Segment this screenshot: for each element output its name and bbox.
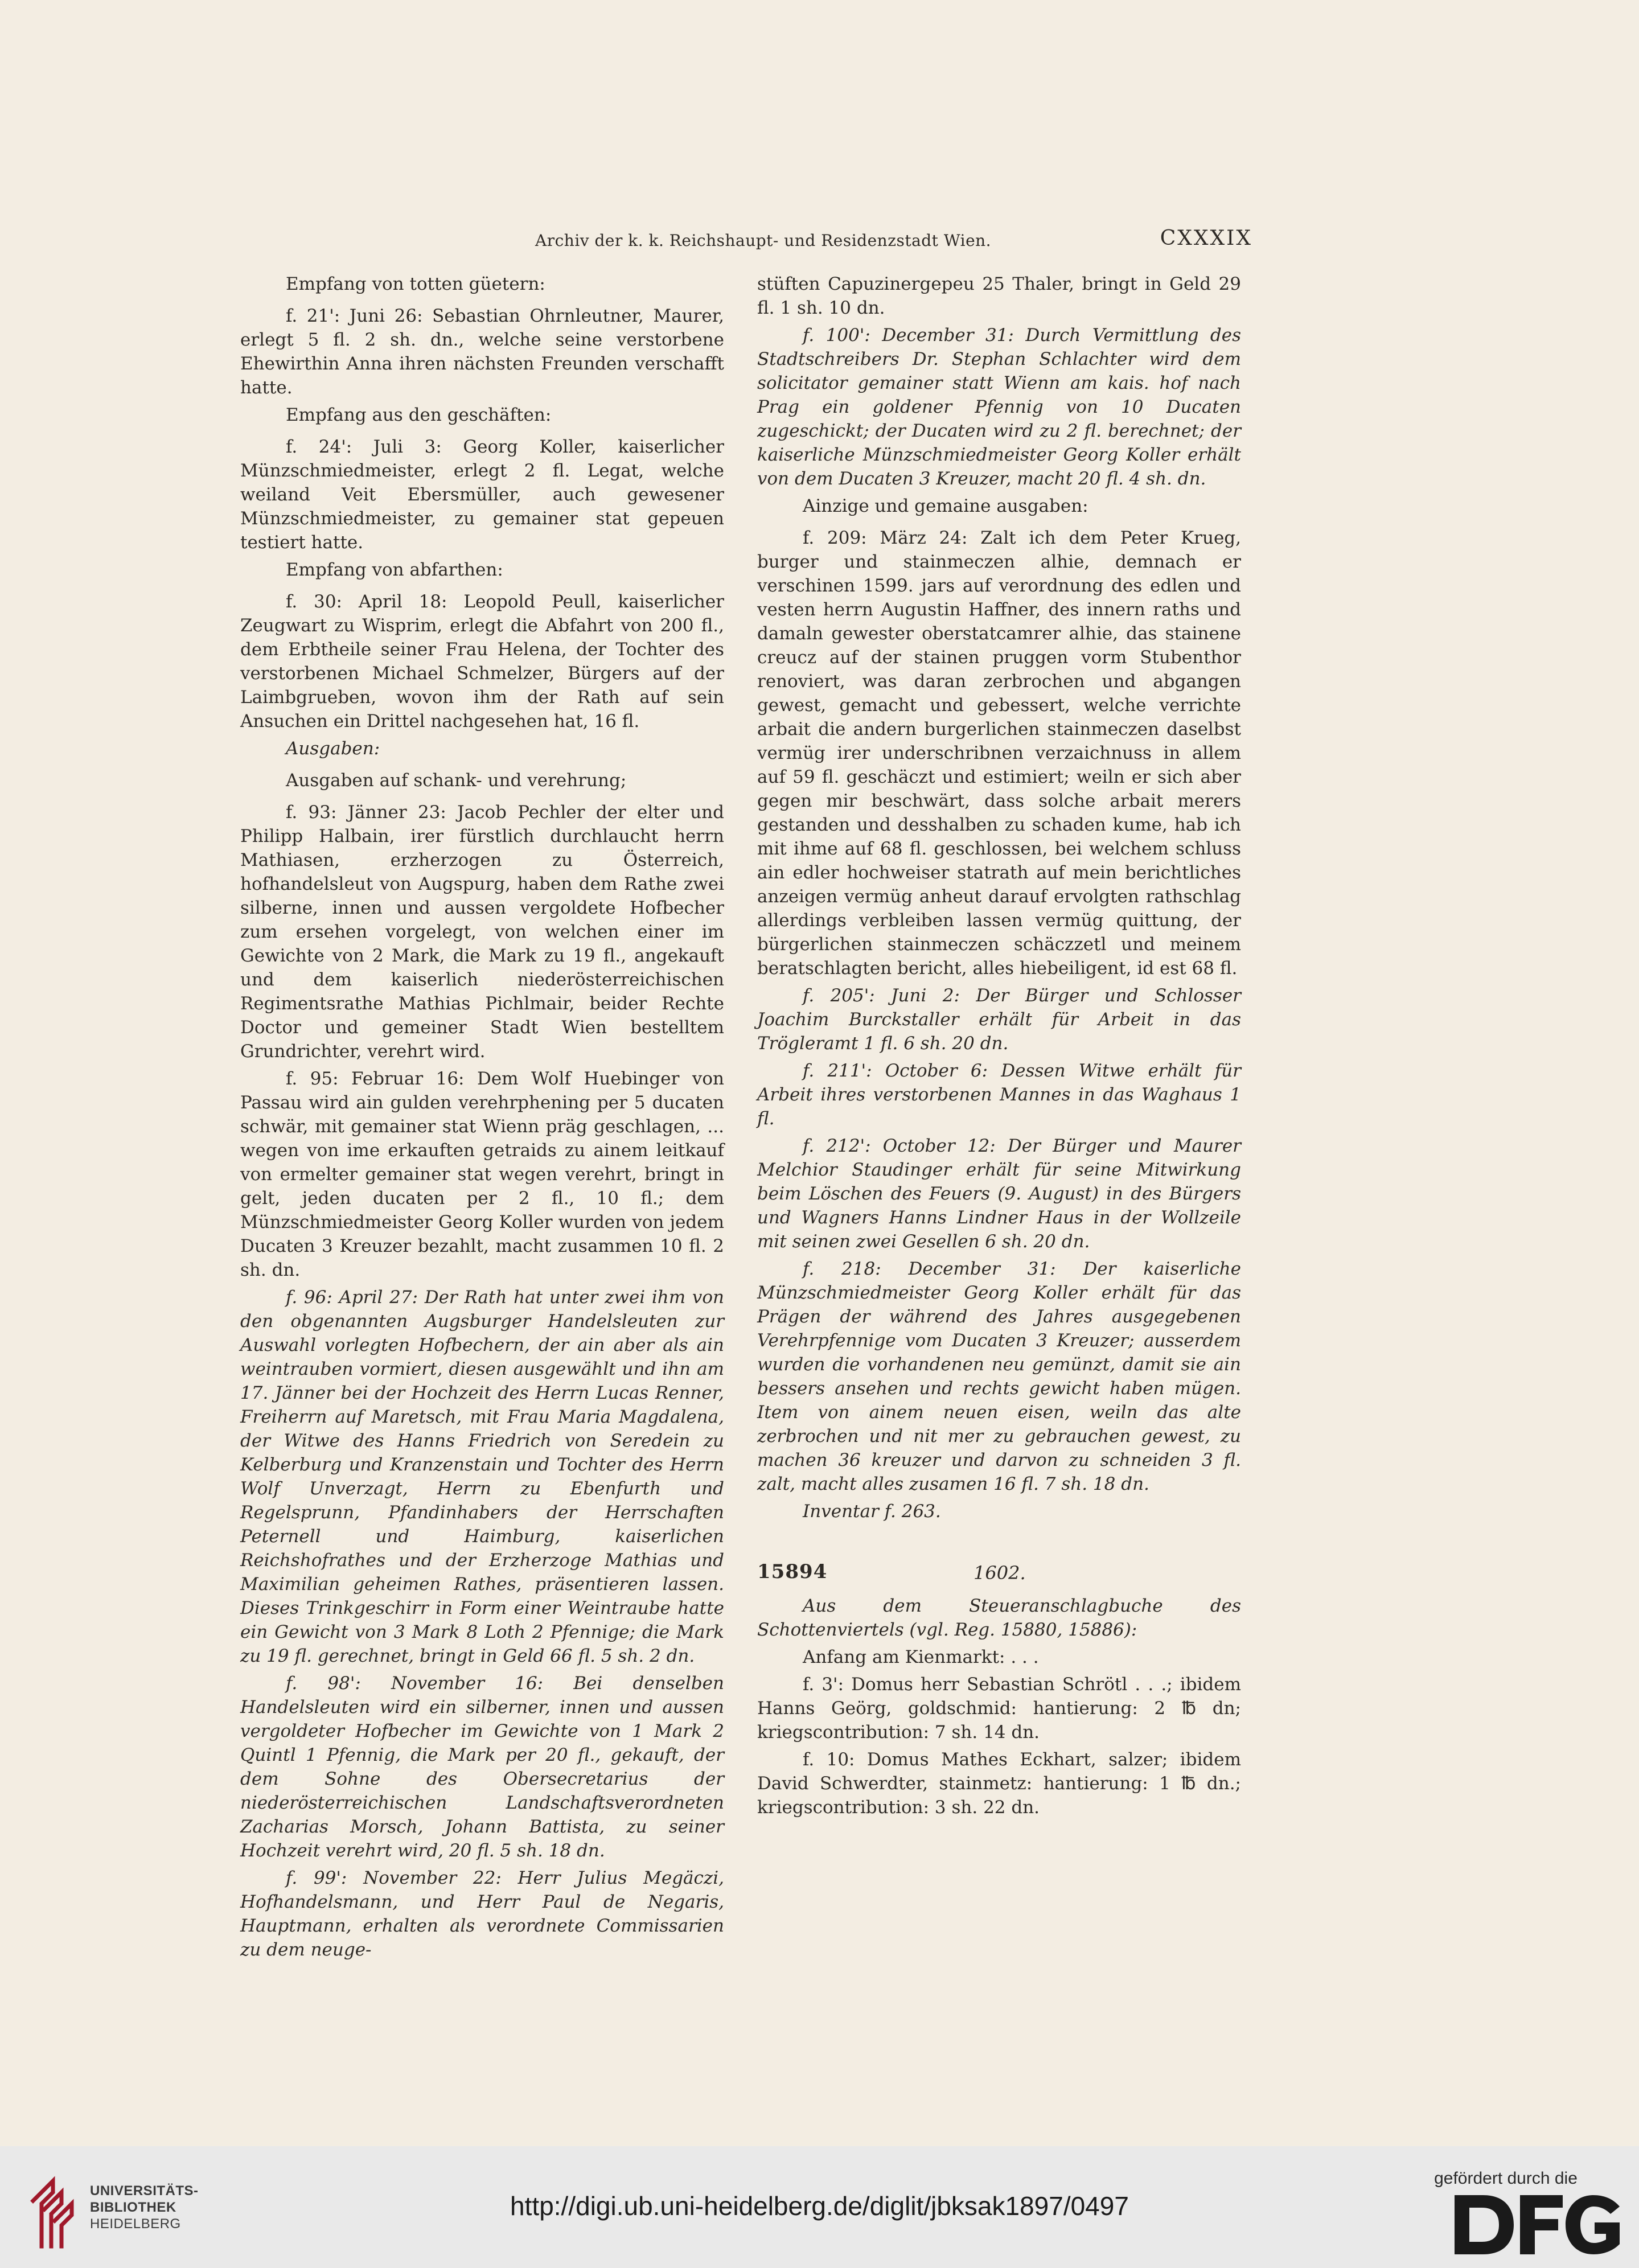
page-number: CXXXIX — [1160, 227, 1252, 250]
entry-paragraph: f. 30: April 18: Leopold Peull, kaiserlicher Zeugwart zu Wisprim, erlegt die Abfahrt von 200 fl., dem Erbtheile seiner Frau Helena, der Tochter des verstorbenen Michael Schmelzer, Bürgers auf der Laimbgrueben, wovon ihm der Rath auf sein Ansuchen ein Drittel nachgesehen hat, 16 fl. — [240, 591, 724, 732]
entry-paragraph: f. 95: Februar 16: Dem Wolf Huebinger von Passau wird ain gulden verehrphening per 5 ducaten schwär, mit gemainer stat Wienn präg geschlagen, ... wegen von ime erkauften getraids zu ainem leitkauf von ermelter gemainer stat wegen verehrt, bringt in gelt, jeden ducaten per 2 fl., 10 fl.; dem Münzschmiedmeister Georg Koller wurden von jedem Ducaten 3 Kreuzer bezahlt, macht zusammen 10 fl. 2 sh. dn. — [240, 1069, 724, 1280]
entry-paragraph: f. 211': October 6: Dessen Witwe erhält für Arbeit ihres verstorbenen Mannes in das Waghaus 1 fl. — [757, 1061, 1241, 1129]
footer-bar — [0, 2146, 1639, 2268]
left-column — [240, 272, 724, 1965]
section-heading: Empfang von abfarthen: — [286, 560, 503, 580]
document-year: 1602. — [973, 1562, 1026, 1584]
entry-paragraph: f. 24': Juli 3: Georg Koller, kaiserlicher Münzschmiedmeister, erlegt 2 fl. Legat, welche weiland Veit Ebersmüller, auch gewesener Münzschmiedmeister, zu gemainer stat gepeuen testiert hatte. — [240, 437, 724, 553]
entry-paragraph: f. 209: März 24: Zalt ich dem Peter Krueg, burger und stainmeczen alhie, demnach er verschinen 1599. jars auf verordnung des edlen und vesten herrn Augustin Haffner, des innern raths und damaln gewester oberstatcamrer alhie, das stainene creucz auf der stainen pruggen vorm Stubenthor renoviert, was daran zerbrochen und abgangen gewest, gemacht und gebessert, welche verrichte arbait die andern burgerlichen stainmeczen daselbst vermüg irer underschribnen verzaichnuss in allem auf 59 fl. geschäczt und estimiert; weiln er sich aber gegen mir beschwärt, dass solche arbait merers gestanden und desshalben zu schaden kume, hab ich mit ihme auf 68 fl. geschlossen, bei welchem schluss ain edler hochweiser statrath auf mein berichtliches anzeigen vermüg anheut darauf ervolgten rathschlag allerdings verbleiben lassen vermüg quittung, der bürgerlichen stainmeczen schäczzetl und meinem beratschlagten bericht, alles hiebeiligent, id est 68 fl. — [757, 528, 1241, 979]
entry-paragraph: f. 205': Juni 2: Der Bürger und Schlosser Joachim Burckstaller erhält für Arbeit in das Trögleramt 1 fl. 6 sh. 20 dn. — [757, 985, 1241, 1054]
section-heading: Ausgaben: — [286, 738, 380, 759]
entry-paragraph: f. 3': Domus herr Sebastian Schrötl . . .; ibidem Hanns Geörg, goldschmid: hantierung: 2 ℔ dn; kriegscontribution: 7 sh. 14 dn. — [757, 1674, 1241, 1743]
section-heading: Ainzige und gemaine ausgaben: — [803, 496, 1088, 516]
entry-paragraph: Inventar f. 263. — [803, 1501, 941, 1522]
running-header — [239, 227, 1252, 261]
dfg-logo-icon — [1455, 2195, 1620, 2254]
library-line: HEIDELBERG — [90, 2216, 181, 2232]
entry-paragraph: f. 100': December 31: Durch Vermittlung des Stadtschreibers Dr. Stephan Schlachter wird dem solicitator gemainer statt Wienn am kais. hof nach Prag ein goldener Pfennig von 10 Ducaten zugeschickt; der Ducaten wird zu 2 fl. berechnet; der kaiserliche Münzschmiedmeister Georg Koller erhält von dem Ducaten 3 Kreuzer, macht 20 fl. 4 sh. dn. — [757, 325, 1241, 489]
entry-paragraph: f. 99': November 22: Herr Julius Megäczi, Hofhandelsmann, und Herr Paul de Negaris, Hauptmann, erhalten als verordnete Commissarien zu dem neuge- — [240, 1868, 724, 1960]
section-heading: Empfang von totten güetern: — [286, 274, 545, 294]
section-heading: Empfang aus den geschäften: — [286, 405, 552, 425]
section-heading: Ausgaben auf schank- und verehrung; — [286, 770, 627, 791]
permalink-url[interactable]: http://digi.ub.uni-heidelberg.de/diglit/jbksak1897/0497 — [510, 2191, 1129, 2221]
document-intro: Aus dem Steueranschlagbuche des Schottenviertels (vgl. Reg. 15880, 15886): — [757, 1596, 1241, 1640]
library-line: BIBLIOTHEK — [90, 2200, 176, 2215]
header-title: Archiv der k. k. Reichshaupt- und Residenzstadt Wien. — [535, 231, 992, 250]
entry-paragraph: f. 96: April 27: Der Rath hat unter zwei ihm von den obgenannten Augsburger Handelsleuten zur Auswahl vorlegten Hofbechern, der ain aber als ain weintrauben vormiert, diesen ausgewählt und ihn am 17. Jänner bei der Hochzeit des Herrn Lucas Renner, Freiherrn auf Maretsch, mit Frau Maria Magdalena, der Witwe des Hanns Friedrich von Seredein zu Kelberburg und Kranzenstain und Tochter des Herrn Wolf Unverzagt, Herrn zu Ebenfurth und Regelsprunn, Pfandinhabers der Herrschaften Peternell und Haimburg, kaiserlichen Reichshofrathes und der Erzherzoge Mathias und Maximilian geheimen Rathes, präsentieren lassen. Dieses Trinkgeschirr in Form einer Weintraube hatte ein Gewicht von 3 Mark 8 Loth 2 Pfennige; die Mark zu 19 fl. gerechnet, bringt in Geld 66 fl. 5 sh. 2 dn. — [240, 1287, 724, 1666]
entry-paragraph: f. 21': Juni 26: Sebastian Ohrnleutner, Maurer, erlegt 5 fl. 2 sh. dn., welche seine verstorbene Ehewirthin Anna ihren nächsten Freunden verschafft hatte. — [240, 306, 724, 398]
entry-paragraph: f. 10: Domus Mathes Eckhart, salzer; ibidem David Schwerdter, stainmetz: hantierung: 1 ℔ dn.; kriegscontribution: 3 sh. 22 dn. — [757, 1749, 1241, 1818]
entry-paragraph: f. 93: Jänner 23: Jacob Pechler der elter und Philipp Halbain, irer fürstlich durchlaucht herrn Mathiasen, erzherzogen zu Österreich, hofhandelsleut von Augspurg, haben dem Rathe zwei silberne, innen und aussen vergoldete Hofbecher zum ersehen vorgelegt, von welchen einer im Gewichte von 2 Mark, die Mark zu 19 fl., angekauft und dem kaiserlich niederösterreichischen Regimentsrathe Mathias Pichlmair, beider Rechte Doctor und gemeiner Stadt Wien bestelltem Grundrichter, verehrt wird. — [240, 802, 724, 1062]
entry-paragraph: stüften Capuzinergepeu 25 Thaler, bringt in Geld 29 fl. 1 sh. 10 dn. — [757, 274, 1241, 318]
document-heading — [757, 1560, 1241, 1585]
right-column — [757, 272, 1241, 1823]
funded-by-label: gefördert durch die — [1434, 2169, 1578, 2188]
entry-paragraph: f. 98': November 16: Bei denselben Handelsleuten wird ein silberner, innen und aussen vergoldeter Hofbecher im Gewichte von 1 Mark 2 Quintl 1 Pfennig, die Mark per 20 fl., gekauft, der dem Sohne des Obersecretarius der niederösterreichischen Landschaftsverordneten Zacharias Morsch, Johann Battista, zu seiner Hochzeit verehrt wird, 20 fl. 5 sh. 18 dn. — [240, 1673, 724, 1861]
document-number: 15894 — [757, 1560, 828, 1583]
entry-paragraph: Anfang am Kienmarkt: . . . — [803, 1647, 1039, 1667]
entry-paragraph: f. 212': October 12: Der Bürger und Maurer Melchior Staudinger erhält für seine Mitwirkung beim Löschen des Feuers (9. August) in des Bürgers und Wagners Hanns Lindner Haus in der Wollzeile mit seinen zwei Gesellen 6 sh. 20 dn. — [757, 1136, 1241, 1252]
entry-paragraph: f. 218: December 31: Der kaiserliche Münzschmiedmeister Georg Koller erhält für das Prägen der während des Jahres ausgegebenen Verehrpfennige vom Ducaten 3 Kreuzer; ausserdem wurden die vorhandenen neu gemünzt, damit sie ain bessers ansehen und rechts gewicht haben mügen. Item von ainem neuen eisen, weiln das alte zerbrochen und nit mer zu gebrauchen gewest, zu machen 36 kreuzer und darvon zu schneiden 3 fl. zalt, macht alles zusamen 16 fl. 7 sh. 18 dn. — [757, 1259, 1241, 1494]
library-line: UNIVERSITÄTS- — [90, 2183, 199, 2199]
